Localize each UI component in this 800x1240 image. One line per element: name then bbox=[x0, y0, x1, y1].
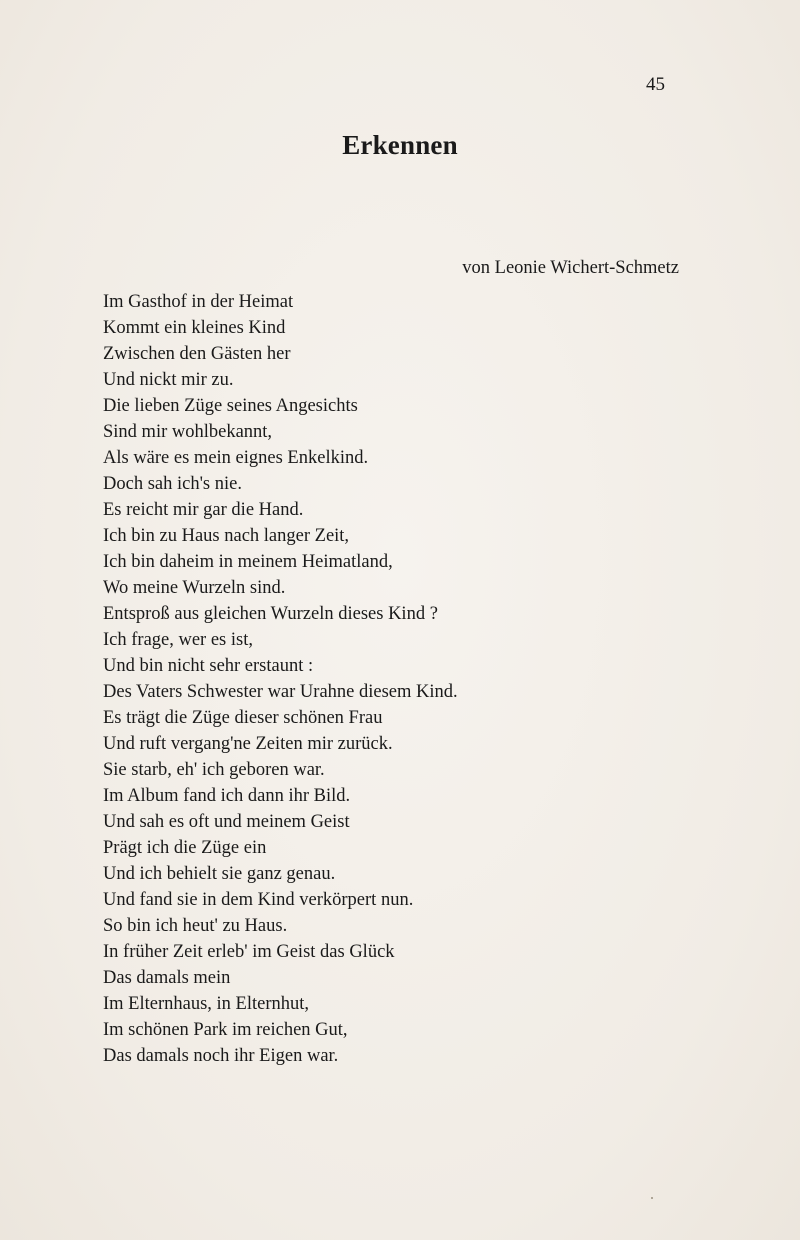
poem-line: Doch sah ich's nie. bbox=[103, 474, 242, 494]
poem-line: Ich frage, wer es ist, bbox=[103, 630, 253, 650]
poem-line: Prägt ich die Züge ein bbox=[103, 838, 267, 858]
poem-line: Und bin nicht sehr erstaunt : bbox=[103, 656, 314, 676]
poem-line: Sie starb, eh' ich geboren war. bbox=[103, 760, 325, 780]
poem-line: Das damals noch ihr Eigen war. bbox=[103, 1046, 339, 1066]
poem-line: Und ruft vergang'ne Zeiten mir zurück. bbox=[103, 734, 393, 754]
poem-line: Und fand sie in dem Kind verkörpert nun. bbox=[103, 890, 414, 910]
poem-line: Des Vaters Schwester war Urahne diesem Kind. bbox=[103, 682, 458, 702]
page-number: 45 bbox=[646, 74, 665, 95]
poem-line: Ich bin zu Haus nach langer Zeit, bbox=[103, 526, 350, 546]
poem-line: Sind mir wohlbekannt, bbox=[103, 422, 273, 442]
poem-line: Wo meine Wurzeln sind. bbox=[103, 578, 286, 598]
poem-line: In früher Zeit erleb' im Geist das Glück bbox=[103, 942, 395, 962]
poem-line: Im schönen Park im reichen Gut, bbox=[103, 1020, 348, 1040]
poem-line: Als wäre es mein eignes Enkelkind. bbox=[103, 448, 369, 468]
poem-line: Entsproß aus gleichen Wurzeln dieses Kind ? bbox=[103, 604, 438, 624]
poem-line: Im Gasthof in der Heimat bbox=[103, 292, 294, 312]
poem-line: Es trägt die Züge dieser schönen Frau bbox=[103, 708, 383, 728]
poem-line: Kommt ein kleines Kind bbox=[103, 318, 286, 338]
poem-body bbox=[103, 289, 458, 1069]
poem-line: Es reicht mir gar die Hand. bbox=[103, 500, 304, 520]
paper-speck bbox=[651, 1197, 653, 1199]
poem-line: Im Album fand ich dann ihr Bild. bbox=[103, 786, 351, 806]
poem-line: So bin ich heut' zu Haus. bbox=[103, 916, 288, 936]
poem-line: Zwischen den Gästen her bbox=[103, 344, 291, 364]
poem-title: Erkennen bbox=[342, 130, 458, 160]
poem-author: von Leonie Wichert-Schmetz bbox=[462, 258, 679, 278]
poem-line: Im Elternhaus, in Elternhut, bbox=[103, 994, 310, 1014]
poem-line: Ich bin daheim in meinem Heimatland, bbox=[103, 552, 393, 572]
poem-line: Das damals mein bbox=[103, 968, 231, 988]
poem-line: Und ich behielt sie ganz genau. bbox=[103, 864, 336, 884]
poem-line: Und sah es oft und meinem Geist bbox=[103, 812, 350, 832]
poem-line: Und nickt mir zu. bbox=[103, 370, 234, 390]
poem-line: Die lieben Züge seines Angesichts bbox=[103, 396, 358, 416]
